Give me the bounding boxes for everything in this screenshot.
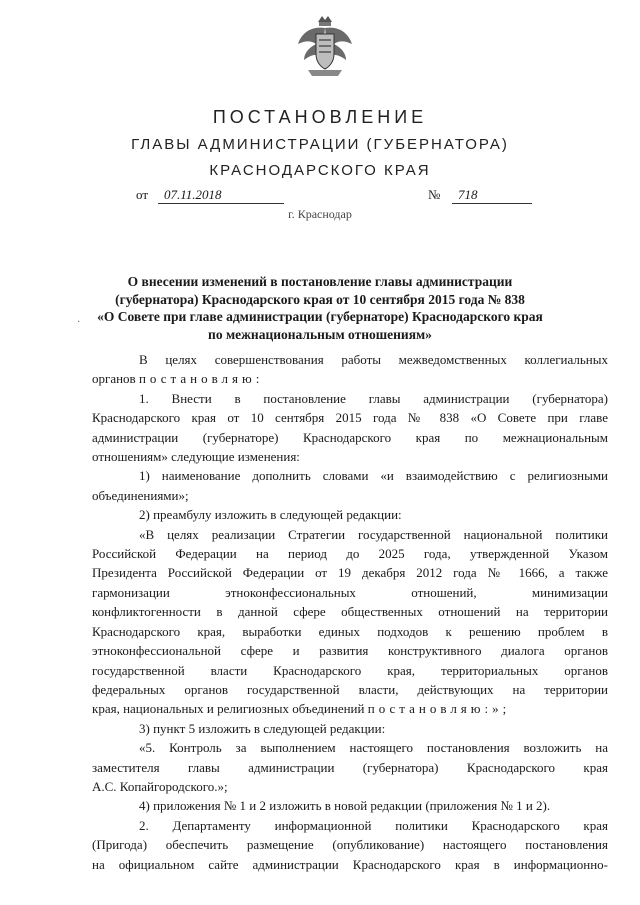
body-line: 2) преамбулу изложить в следующей редакции:	[139, 507, 402, 523]
city-label: г. Краснодар	[288, 207, 352, 221]
title-line: по межнациональным отношениям»	[208, 326, 432, 342]
body-line	[92, 369, 608, 388]
resolution-word: постановляю:	[138, 371, 264, 387]
coat-of-arms-emblem	[296, 14, 354, 78]
body-line	[92, 699, 608, 718]
title-line: (губернатора) Краснодарского края от 10 сентября 2015 года № 838	[115, 291, 525, 307]
body-line: федеральных органов государственной власти, действующих на территории	[92, 681, 608, 697]
body-line: заместителя главы администрации (губернатора) Краснодарского края	[92, 759, 608, 775]
body-line: «5. Контроль за выполнением настоящего постановления возложить на	[139, 740, 608, 756]
body-line: Российской Федерации на период до 2025 года, утвержденной Указом	[92, 546, 608, 562]
resolution-word: постановляю:»;	[367, 701, 511, 717]
body-line: конфликтогенности в данной сфере общественных отношений на территории	[92, 604, 608, 620]
body-line: 2. Департаменту информационной политики Краснодарского края	[139, 817, 608, 833]
title-line: О внесении изменений в постановление главы администрации	[127, 274, 513, 289]
document-number: 718	[452, 187, 532, 204]
document-title	[95, 273, 545, 343]
margin-mark: ·	[77, 317, 81, 328]
number-label: №	[428, 187, 441, 202]
date-label: от	[136, 187, 149, 202]
region-heading: КРАСНОДАРСКОГО КРАЯ	[209, 162, 431, 179]
document-body	[92, 350, 608, 874]
body-line: В целях совершенствования работы межведомственных коллегиальных	[139, 352, 608, 367]
body-line: 3) пункт 5 изложить в следующей редакции:	[139, 720, 386, 736]
document-type-heading: ПОСТАНОВЛЕНИЕ	[212, 107, 428, 127]
body-line: гармонизации этноконфессиональных отношений, минимизации	[92, 584, 608, 600]
body-line: государственной власти Краснодарского края, территориальных органов	[92, 662, 608, 678]
body-text: органов	[92, 371, 136, 387]
body-line: этноконфессиональной сфере и развития конструктивного диалога органов	[92, 643, 608, 659]
body-text: края, национальных и религиозных объединений	[92, 701, 365, 717]
document-date: 07.11.2018	[158, 187, 284, 204]
title-line: «О Совете при главе администрации (губернаторе) Краснодарского края	[97, 309, 543, 324]
body-line: Краснодарского края от 10 сентября 2015 года № 838 «О Совете при главе	[92, 410, 608, 426]
body-line: (Пригода) обеспечить размещение (опубликование) настоящего постановления	[92, 837, 608, 853]
body-line: администрации (губернаторе) Краснодарского края по межнациональным	[92, 429, 608, 445]
body-line: Президента Российской Федерации от 19 декабря 2012 года № 1666, а также	[92, 565, 608, 581]
body-line: Краснодарского края, выработки единых подходов к решению проблем в	[92, 623, 608, 639]
body-line: отношениям» следующие изменения:	[92, 449, 300, 465]
body-line: 4) приложения № 1 и 2 изложить в новой редакции (приложения № 1 и 2).	[139, 798, 551, 814]
body-line: на официальном сайте администрации Краснодарского края в информационно-	[92, 856, 608, 872]
body-line: 1. Внести в постановление главы администрации (губернатора)	[139, 390, 608, 406]
body-line: объединениями»;	[92, 487, 189, 503]
body-line: «В целях реализации Стратегии государственной национальной политики	[139, 526, 608, 542]
body-line: А.С. Копайгородского.»;	[92, 778, 228, 794]
issuer-heading: ГЛАВЫ АДМИНИСТРАЦИИ (ГУБЕРНАТОРА)	[131, 136, 509, 153]
body-line: 1) наименование дополнить словами «и взаимодействию с религиозными	[139, 468, 608, 484]
